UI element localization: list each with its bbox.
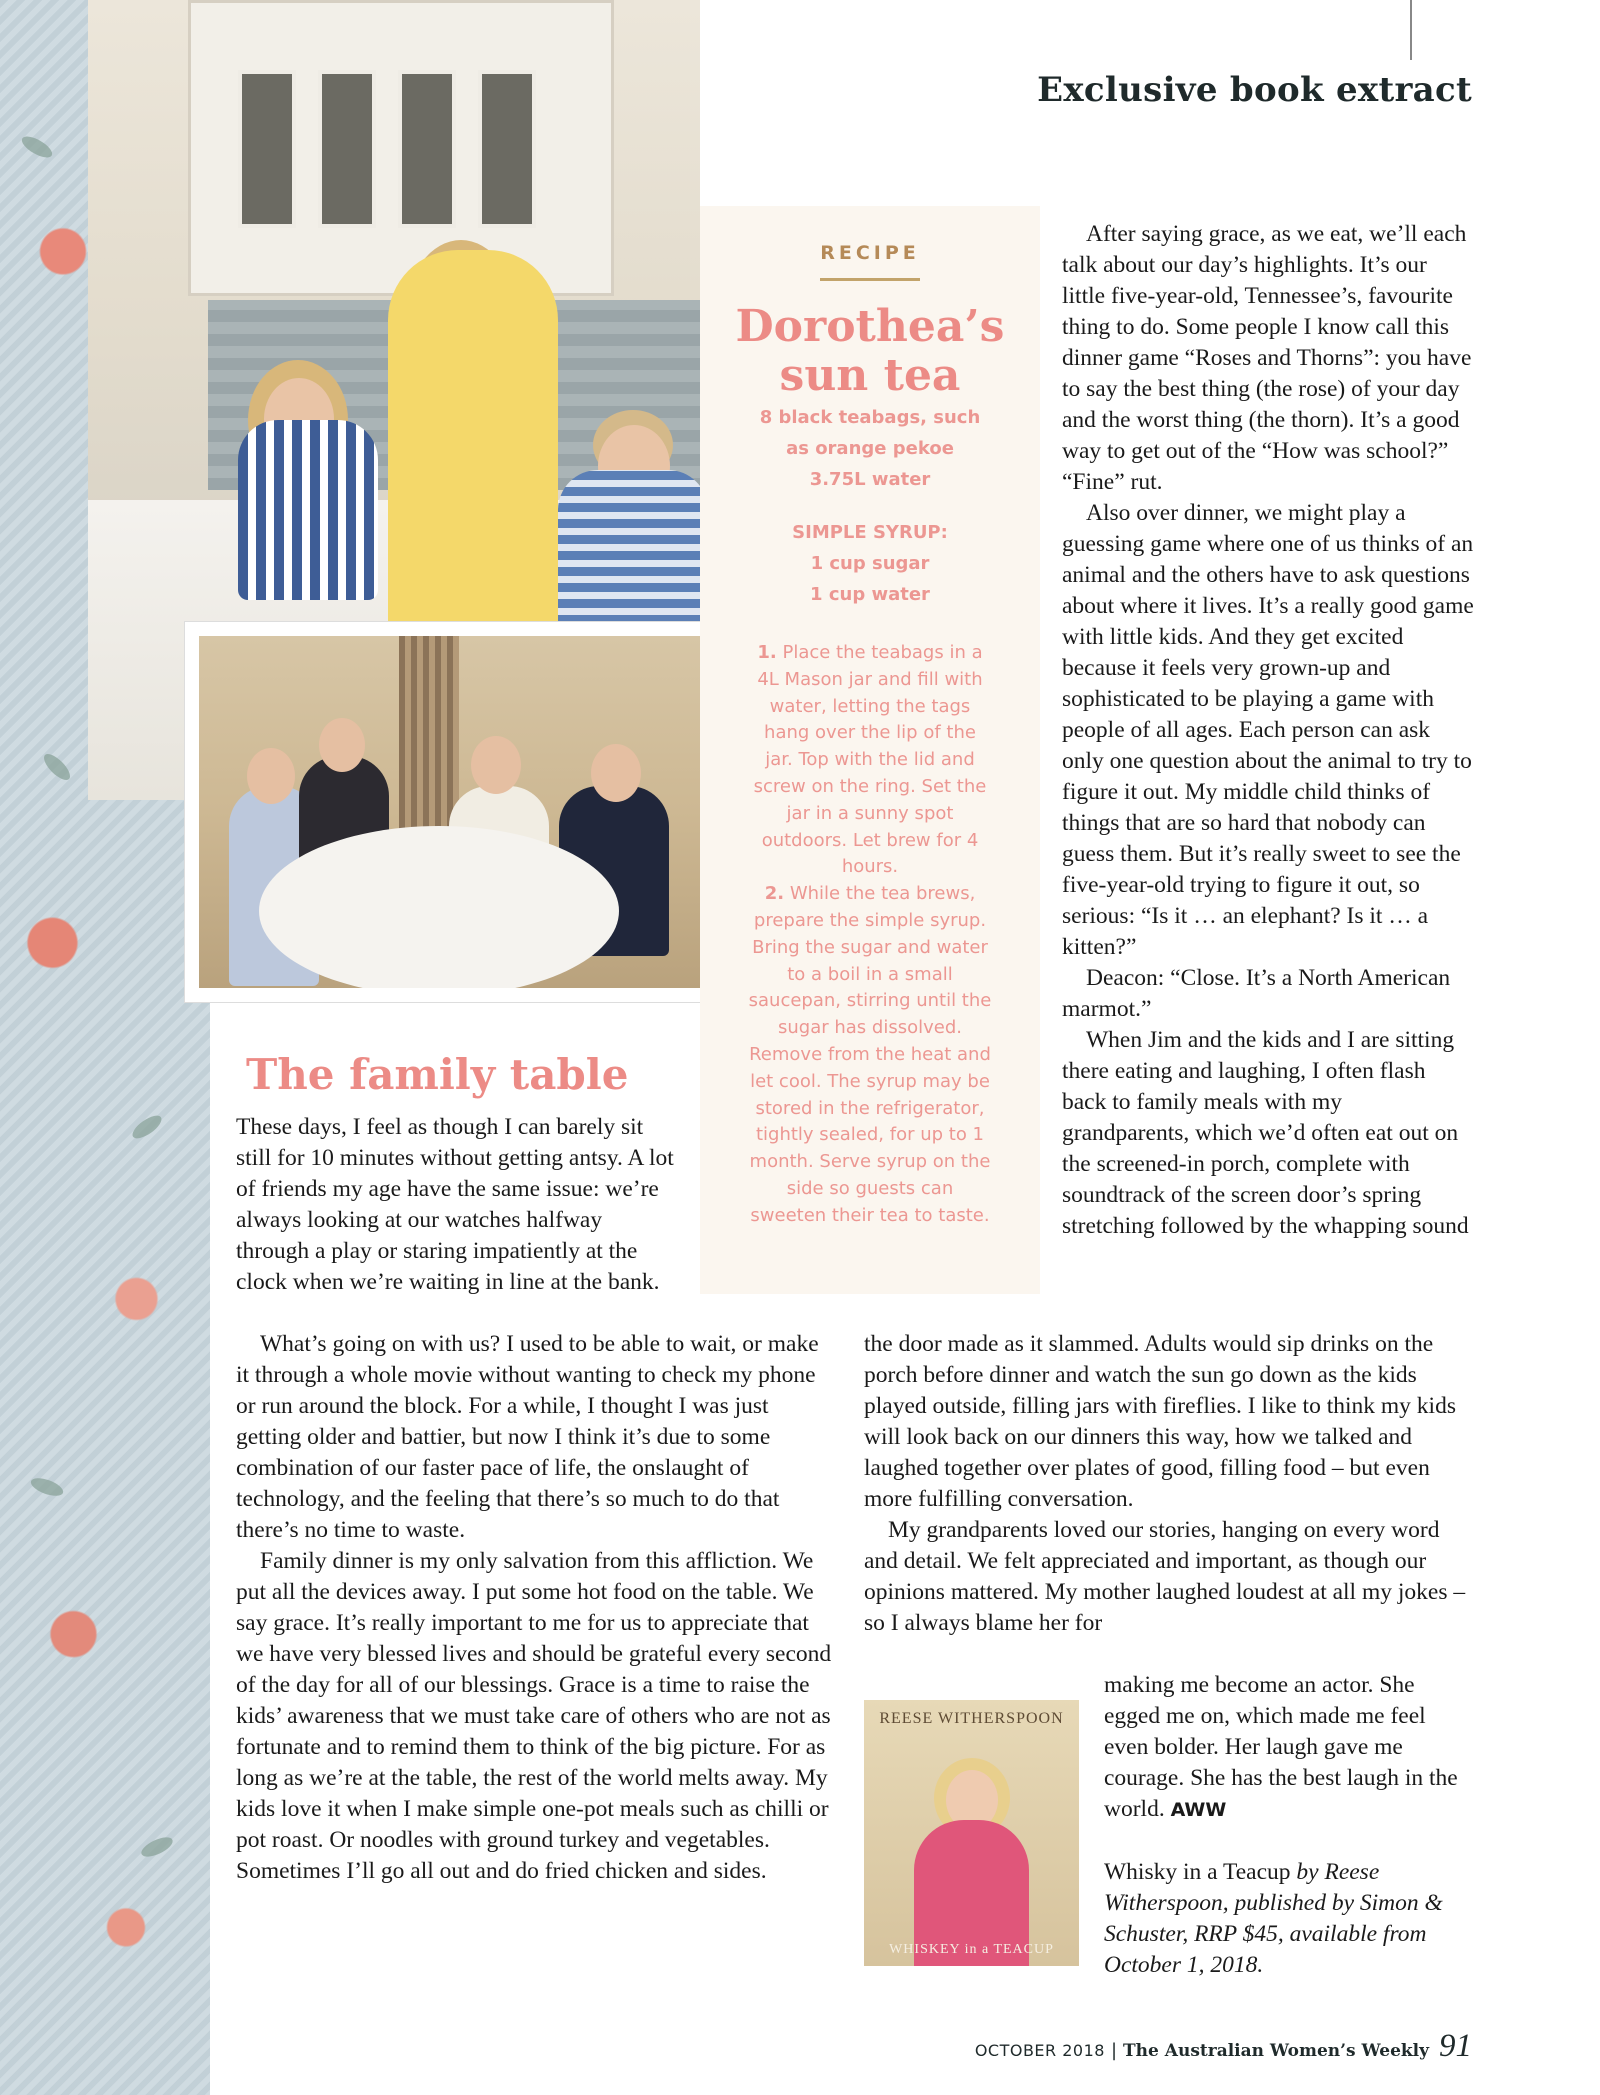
book-caption: Whisky in a Teacup by Reese Witherspoon, published by Simon & Schuster, RRP $45, available from October 1, 2018. <box>1104 1859 1443 1978</box>
ingredient: 8 black teabags, such <box>759 407 981 428</box>
book-cover-title: WHISKEY in a TEACUP <box>889 1942 1054 1957</box>
article-paragraph: What’s going on with us? I used to be able to wait, or make it through a whole movie without wanting to check my phone or run around the block. For a while, I thought I was just getting older and battier, but now I think it’s due to some combination of our faster pace of life, the onslaught of technology, and the feeling that there’s so much to do that there’s no time to waste. Family dinner is my only salvation from this affliction. We put all the devices away. I put some hot food on the table. We say grace. It’s really important to me for us to appreciate that we have very blessed lives and should be grateful every second of the day for all of our blessings. Grace is a time to raise the kids’ awareness that we must take care of others who are not as fortunate and to remind them to think of the big picture. For as long as we’re at the table, the rest of the world melts away. My kids love it when I make simple one-pot meals such as chilli or pot roast. Or noodles with ground turkey and vegetables. Sometimes I’ll go all out and do fried chicken and sides. <box>236 1331 832 1884</box>
recipe-body <box>748 402 992 1230</box>
family-dinner-photo <box>185 622 760 1002</box>
article-paragraph: These days, I feel as though I can barely sit still for 10 minutes without getting antsy. A lot of friends my age have the same issue: we’re always looking at our watches halfway through a play or staring impatiently at the clock when we’re waiting in line at the bank. <box>236 1114 674 1295</box>
section-kicker: Exclusive book extract <box>1037 70 1472 110</box>
issue-date: OCTOBER 2018 <box>974 2041 1105 2060</box>
ingredient: 1 cup water <box>810 584 930 605</box>
step-number: 1. <box>757 642 777 663</box>
ingredient: as orange pekoe <box>786 438 954 459</box>
footer-separator: | <box>1110 2040 1118 2061</box>
step-text: While the tea brews, prepare the simple syrup. Bring the sugar and water to a boil in a small saucepan, stirring until the sugar has dissolved. Remove from the heat and let cool. The syrup may be stored in the refrigerator, tightly sealed, for up to 1 month. Serve syrup on the side so guests can sweeten their tea to taste. <box>748 883 992 1226</box>
recipe-divider <box>820 278 920 281</box>
page-footer <box>975 2028 1472 2065</box>
book-cover <box>864 1700 1079 1966</box>
article-paragraph: After saying grace, as we eat, we’ll each talk about our day’s highlights. It’s our little five-year-old, Tennessee’s, favourite thing to do. Some people I know call this dinner game “Roses and Thorns”: you have to say the best thing (the rose) of your day and the worst thing (the thorn). It’s a good way to get out of the “How was school?” “Fine” rut. Also over dinner, we might play a guessing game where one of us thinks of an animal and the others have to ask questions about where it lives. It’s a really good game with little kids. And they get excited because it feels very grown-up and sophisticated to be playing a game with people of all ages. Each person can ask only one question about the animal to try to figure it out. My middle child thinks of things that are so hard that nobody can guess them. But it’s really sweet to see the five-year-old trying to figure it out, so serious: “Is it … an elephant? Is it … a kitten?” Deacon: “Close. It’s a North American marmot.” When Jim and the kids and I are sitting there eating and laughing, I often flash back to family meals with my grandparents, which we’d often eat out on the screened-in porch, complete with soundtrack of the screen door’s spring stretching followed by the whapping sound <box>1062 221 1474 1239</box>
recipe-method <box>748 640 992 1230</box>
step-text: Place the teabags in a 4L Mason jar and fill with water, letting the tags hang over the lip of the jar. Top with the lid and screw on the ring. Set the jar in a sunny spot outdoors. Let brew for 4 hours. <box>753 642 987 878</box>
syrup-heading: SIMPLE SYRUP: <box>792 522 948 543</box>
sign-off: AWW <box>1170 1799 1227 1821</box>
page-number: 91 <box>1439 2028 1472 2064</box>
article-ending: making me become an actor. She egged me on, which made me feel even bolder. Her laugh gave me courage. She has the best laugh in the world. AWW Whisky in a Teacup by Reese Witherspoon, published by Simon & Schuster, RRP $45, available from October 1, 2018. <box>1104 1670 1474 1981</box>
step-number: 2. <box>764 883 785 905</box>
recipe-box <box>700 206 1040 1294</box>
ingredient: 3.75L water <box>809 469 931 490</box>
recipe-title: Dorothea’s sun tea <box>735 301 1005 401</box>
book-cover-author: REESE WITHERSPOON <box>879 1710 1064 1727</box>
magazine-name: The Australian Women’s Weekly <box>1123 2041 1429 2061</box>
section-title: The family table <box>246 1050 629 1099</box>
top-divider <box>1410 0 1412 60</box>
article-paragraph: the door made as it slammed. Adults would sip drinks on the porch before dinner and watch the sun go down as the kids played outside, filling jars with fireflies. I like to think my kids will look back on our dinners this way, how we talked and laughed together over plates of good, filling food – but even more fulfilling conversation. My grandparents loved our stories, hanging on every word and detail. We felt appreciated and important, as though our opinions mattered. My mother laughed loudest at all my jokes – so I always blame her for <box>864 1331 1466 1636</box>
recipe-label: RECIPE <box>820 242 920 264</box>
ingredient: 1 cup sugar <box>810 553 930 574</box>
